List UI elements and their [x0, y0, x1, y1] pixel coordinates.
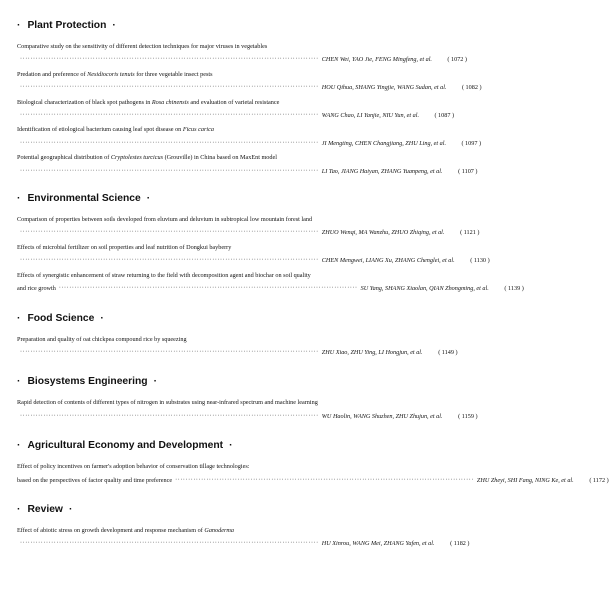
species-name: Ganoderma — [204, 526, 234, 534]
title-text: Effect of abiotic stress on growth development and response mechanism of — [17, 526, 205, 534]
title-text: Predation and preference of — [17, 70, 88, 78]
page-number: ( 1149 ) — [438, 348, 458, 356]
byline — [17, 167, 478, 176]
byline — [17, 83, 482, 92]
toc-entry[interactable] — [17, 124, 482, 148]
section-gap — [17, 298, 412, 312]
toc-entry[interactable] — [17, 525, 470, 549]
section-heading-text: Plant Protection — [27, 20, 107, 31]
toc-entry[interactable] — [17, 214, 480, 238]
section-heading — [17, 312, 412, 325]
title-text: Biological characterization of black spot pathogens in — [17, 98, 152, 106]
authors: SU Yang, SHANG Xiaolan, QIAN Zhongming, et al. — [360, 285, 489, 293]
byline — [17, 476, 609, 485]
species-name: Nesidiocoris tenuis — [87, 70, 135, 78]
title-text: Potential geographical distribution of — [17, 154, 111, 162]
leader-dots: ··················································································································· — [20, 257, 319, 264]
species-name: Ficus carica — [182, 126, 214, 134]
species-name: Cryptolestes turcicus — [110, 154, 164, 162]
toc-section — [17, 312, 458, 358]
species-name: Rosa chinensis — [151, 98, 189, 106]
toc-section — [17, 19, 482, 176]
section-heading — [17, 192, 412, 205]
section-gap — [17, 180, 412, 192]
authors: JI Mengting, CHEN Changjiang, ZHU Ling, et al. — [321, 139, 447, 147]
authors: ZHU Xiao, ZHU Ying, LI Hongjun, et al. — [321, 348, 423, 356]
article-title — [17, 124, 412, 134]
title-text: Effects of microbial fertilizer on soil properties and leaf nutrition of Dongkui bayberry — [17, 243, 232, 251]
toc-entry[interactable] — [17, 97, 455, 121]
leader-dots: ··················································································································· — [58, 285, 358, 292]
byline — [17, 55, 467, 64]
article-title — [17, 242, 412, 252]
toc-entry[interactable] — [17, 270, 524, 294]
article-title — [17, 152, 412, 162]
leader-dots: ··················································································································· — [175, 476, 474, 483]
leader-dots: ··················································································································· — [20, 112, 319, 119]
bullet-dot: · — [112, 20, 116, 31]
section-heading-text: Environmental Science — [27, 193, 141, 205]
article-title — [17, 397, 412, 407]
authors: LI Tao, JIANG Haiyan, ZHANG Yuanpeng, et al. — [321, 167, 443, 175]
byline — [17, 284, 524, 293]
authors: WU Haolin, WANG Shuzhen, ZHU Zhujun, et al. — [321, 412, 443, 420]
toc-entry[interactable] — [17, 242, 490, 266]
authors: ZHUO Wenqi, MA Wanzhu, ZHUO Zhiqing, et al. — [321, 229, 445, 237]
section-heading — [17, 375, 412, 388]
leader-dots: ··················································································································· — [20, 84, 319, 91]
title-text: Preparation and quality of oat chickpea compound rice by squeezing — [17, 335, 187, 343]
article-title — [17, 334, 412, 344]
title-text: Comparison of properties between soils developed from eluvium and deluvium in subtropical low mountain forest land — [17, 216, 313, 224]
page-number: ( 1130 ) — [470, 257, 490, 265]
byline — [17, 256, 490, 265]
toc-entry[interactable] — [17, 397, 478, 421]
leader-dots: ··················································································································· — [20, 540, 319, 547]
page-number: ( 1072 ) — [447, 56, 467, 64]
title-text: Rapid detection of contents of different types of nitrogen in substrates using near-infrared spectrum and machine learning — [17, 399, 318, 407]
page-number: ( 1087 ) — [434, 112, 455, 120]
title-text: and evaluation of varietal resistance — [188, 98, 280, 106]
title-text: Identification of etiological bacterium causing leaf spot disease on — [17, 126, 183, 134]
section-heading — [17, 19, 412, 32]
toc-section — [17, 192, 524, 293]
bullet-dot: · — [17, 193, 21, 205]
section-gap — [17, 425, 412, 439]
toc-entry[interactable] — [17, 461, 609, 485]
toc-section — [17, 503, 470, 549]
page-number: ( 1139 ) — [504, 285, 524, 293]
section-heading — [17, 439, 412, 452]
title-text: Comparative study on the sensitivity of different detection techniques for major viruses in vegetables — [17, 43, 268, 50]
authors: HOU Qihua, SHANG Yingjie, WANG Sudan, et al. — [321, 84, 447, 92]
section-gap — [17, 361, 412, 375]
page-number: ( 1182 ) — [450, 540, 470, 548]
byline — [17, 139, 482, 148]
authors: ZHU Zheyi, SHI Fang, NING Ke, et al. — [476, 476, 574, 484]
leader-dots: ··················································································································· — [20, 56, 319, 63]
page-number: ( 1172 ) — [589, 476, 609, 484]
page-number: ( 1121 ) — [460, 229, 480, 237]
toc-section — [17, 375, 478, 421]
bullet-dot: · — [17, 503, 21, 515]
section-heading-text: Review — [27, 503, 63, 515]
byline — [17, 348, 458, 357]
toc-entry[interactable] — [17, 152, 478, 176]
title-text: for three vegetable insect pests — [134, 70, 213, 78]
bullet-dot: · — [17, 312, 21, 324]
bullet-dot: · — [68, 503, 73, 515]
toc-entry[interactable] — [17, 69, 482, 93]
title-text: Effect of policy incentives on farmer's adoption behavior of conservation tillage technologies: — [17, 463, 250, 471]
leader-dots: ··················································································································· — [20, 412, 319, 419]
title-text: Effects of synergistic enhancement of straw returning to the field with decomposition agent and biochar on soil quality — [17, 271, 311, 279]
page-number: ( 1082 ) — [461, 84, 482, 92]
authors: HU Xinrou, WANG Mei, ZHANG Yafen, et al. — [321, 540, 435, 548]
page-number: ( 1159 ) — [458, 412, 478, 420]
section-heading-text: Food Science — [27, 312, 95, 324]
leader-dots: ··················································································································· — [20, 167, 319, 174]
section-heading-text: Agricultural Economy and Development — [27, 440, 224, 452]
section-heading — [17, 503, 412, 516]
authors: CHEN Wei, YAO Jie, FENG Mingfeng, et al. — [321, 56, 432, 64]
byline — [17, 412, 478, 421]
byline — [17, 539, 470, 548]
bullet-dot: · — [229, 440, 233, 452]
toc-entry[interactable] — [17, 41, 467, 65]
bullet-dot: · — [17, 376, 21, 388]
section-gap — [17, 489, 412, 503]
toc-entry[interactable] — [17, 334, 458, 358]
title-text: (Grouville) in China based on MaxEnt model — [163, 154, 277, 162]
article-title — [17, 41, 412, 51]
authors: WANG Chao, LI Yanjie, NIU Yun, et al. — [321, 112, 420, 120]
article-title — [17, 270, 412, 280]
table-of-contents — [17, 19, 609, 553]
toc-section — [17, 439, 609, 485]
article-title — [17, 525, 412, 535]
bullet-dot: · — [17, 440, 21, 452]
bullet-dot: · — [153, 376, 158, 388]
authors: CHEN Mengwei, LIANG Xu, ZHANG Chenglei, et al. — [321, 257, 455, 265]
article-title — [17, 69, 412, 79]
bullet-dot: · — [100, 312, 104, 324]
byline — [17, 111, 455, 120]
leader-dots: ··················································································································· — [20, 348, 319, 355]
article-title — [17, 214, 412, 224]
title-continuation: and rice growth — [17, 285, 56, 293]
bullet-dot: · — [17, 20, 21, 31]
byline — [17, 228, 480, 237]
article-title — [17, 97, 412, 107]
page-number: ( 1097 ) — [461, 139, 482, 147]
page-number: ( 1107 ) — [458, 167, 478, 175]
article-title — [17, 461, 412, 471]
leader-dots: ··················································································································· — [20, 229, 319, 236]
section-heading-text: Biosystems Engineering — [27, 376, 148, 388]
bullet-dot: · — [146, 193, 151, 205]
title-continuation: based on the perspectives of factor quality and time preference — [17, 476, 173, 484]
leader-dots: ··················································································································· — [20, 139, 319, 146]
